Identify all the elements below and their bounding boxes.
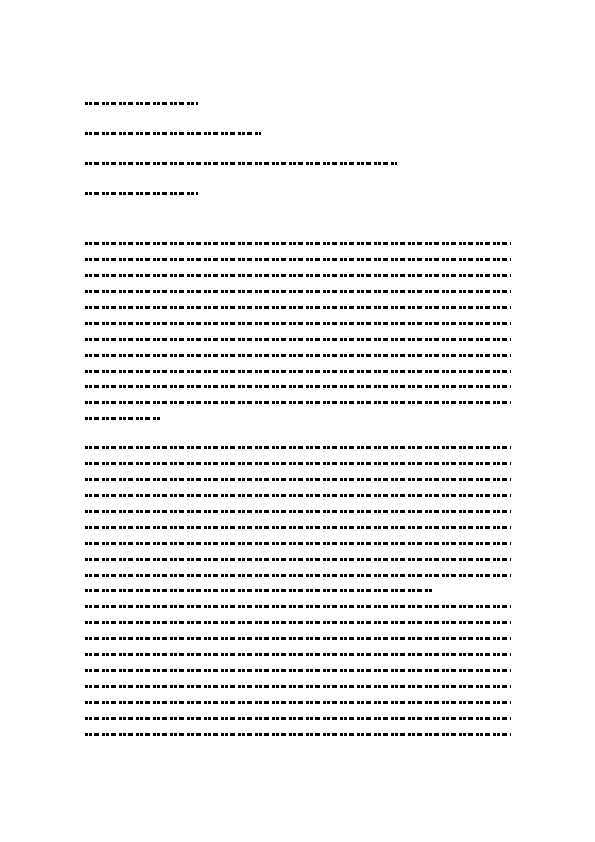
text-row — [85, 252, 511, 268]
text-row-bar — [85, 338, 511, 341]
text-row — [85, 331, 511, 347]
header-line-4-bar — [85, 192, 198, 195]
text-row — [85, 395, 511, 411]
text-row — [85, 268, 511, 284]
text-row-bar — [85, 637, 511, 640]
text-row-bar — [85, 653, 511, 656]
text-row — [85, 411, 511, 427]
text-row-bar — [85, 717, 511, 720]
text-row-bar — [85, 526, 511, 529]
text-row — [85, 567, 511, 583]
text-row-bar — [85, 354, 511, 357]
text-row — [85, 519, 511, 535]
text-row — [85, 631, 511, 647]
text-row-bar — [85, 462, 511, 465]
text-row-bar — [85, 258, 511, 261]
text-row — [85, 488, 511, 504]
text-row-bar — [85, 621, 511, 624]
text-row — [85, 472, 511, 488]
text-row — [85, 726, 511, 742]
text-row-bar — [85, 446, 511, 449]
paragraph-1 — [85, 236, 511, 427]
text-row-bar — [85, 417, 162, 420]
header-line-3-bar — [85, 162, 397, 165]
text-row-bar — [85, 510, 511, 513]
text-row — [85, 504, 511, 520]
text-row-bar — [85, 605, 511, 608]
header-line-4 — [85, 187, 198, 195]
text-row-bar — [85, 701, 511, 704]
text-row-bar — [85, 370, 511, 373]
text-row — [85, 710, 511, 726]
text-row-bar — [85, 478, 511, 481]
text-row — [85, 694, 511, 710]
header-line-2-bar — [85, 132, 261, 135]
header-line-3 — [85, 157, 397, 165]
text-row — [85, 440, 511, 456]
text-row-bar — [85, 558, 511, 561]
text-row — [85, 347, 511, 363]
text-row — [85, 663, 511, 679]
text-row — [85, 236, 511, 252]
text-row-bar — [85, 669, 511, 672]
text-row-bar — [85, 733, 511, 736]
text-row-bar — [85, 542, 511, 545]
text-row — [85, 315, 511, 331]
paragraph-2 — [85, 440, 511, 599]
header-line-1 — [85, 97, 198, 105]
text-row — [85, 456, 511, 472]
text-row — [85, 678, 511, 694]
text-row-bar — [85, 685, 511, 688]
text-row-bar — [85, 274, 511, 277]
header-line-2 — [85, 127, 261, 135]
header-line-1-bar — [85, 102, 198, 105]
text-row-bar — [85, 401, 511, 404]
text-row — [85, 615, 511, 631]
text-row — [85, 379, 511, 395]
text-row — [85, 300, 511, 316]
text-row — [85, 599, 511, 615]
text-row-bar — [85, 494, 511, 497]
text-row-bar — [85, 290, 511, 293]
text-row-bar — [85, 385, 511, 388]
text-row-bar — [85, 242, 511, 245]
text-row-bar — [85, 589, 434, 592]
text-row — [85, 363, 511, 379]
text-row — [85, 583, 511, 599]
text-row — [85, 647, 511, 663]
text-row-bar — [85, 322, 511, 325]
text-row — [85, 535, 511, 551]
text-row — [85, 551, 511, 567]
text-row — [85, 284, 511, 300]
text-row-bar — [85, 574, 511, 577]
text-row-bar — [85, 306, 511, 309]
paragraph-3 — [85, 599, 511, 742]
